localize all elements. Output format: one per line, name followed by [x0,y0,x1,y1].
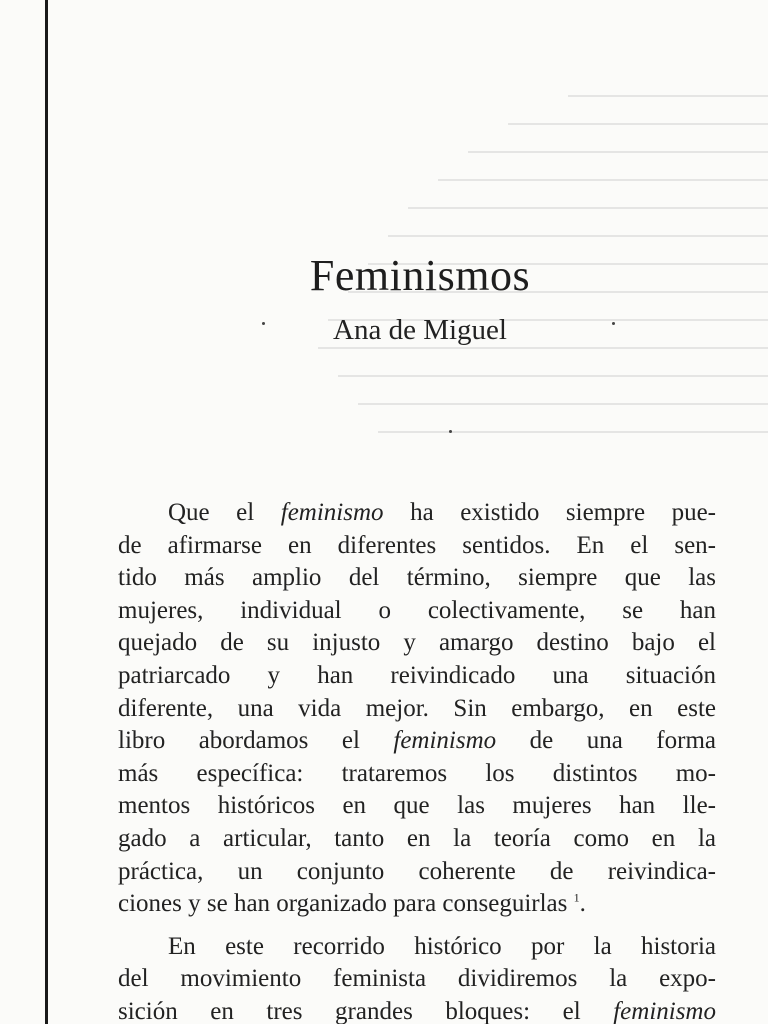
text-line: sición en tres grandes bloques: el feminismo [118,997,716,1024]
text-line: mujeres, individual o colectivamente, se han [118,596,716,624]
text-line: de afirmarse en diferentes sentidos. En el sen- [118,531,716,559]
author-name: Ana de Miguel [333,314,507,346]
text-line: quejado de su injusto y amargo destino bajo el [118,629,716,657]
bleed-through-text [298,95,768,515]
text-line: tido más amplio del término, siempre que las [118,564,716,592]
emphasis: feminismo [280,499,384,526]
footnote-marker[interactable]: 1 [573,890,580,905]
paragraph [118,497,716,921]
text-line: Que el feminismo ha existido siempre pue- [168,499,716,526]
page-spine-edge [45,0,48,1024]
text-line: gado a articular, tanto en la teoría como en la [118,824,716,852]
text-line: del movimiento feminista dividiremos la expo- [118,965,716,993]
text-line: En este recorrido histórico por la historia [168,932,716,960]
text-line: libro abordamos el feminismo de una forma [118,727,716,755]
paragraph [118,931,716,1024]
body-text [118,497,716,1024]
scan-speck [449,430,452,433]
text-line: práctica, un conjunto coherente de reivindica- [118,857,716,885]
text-line: mentos históricos en que las mujeres han lle- [118,792,716,820]
emphasis: feminismo [613,997,716,1024]
text-line: ciones y se han organizado para conseguirlas $^1$. [118,890,586,918]
text-line: diferente, una vida mejor. Sin embargo, en este [118,694,716,722]
text-line: patriarcado y han reivindicado una situación [118,661,716,689]
emphasis: feminismo [393,727,497,755]
text-line: más específica: trataremos los distintos mo- [118,759,716,787]
chapter-title: Feminismos [309,251,531,300]
